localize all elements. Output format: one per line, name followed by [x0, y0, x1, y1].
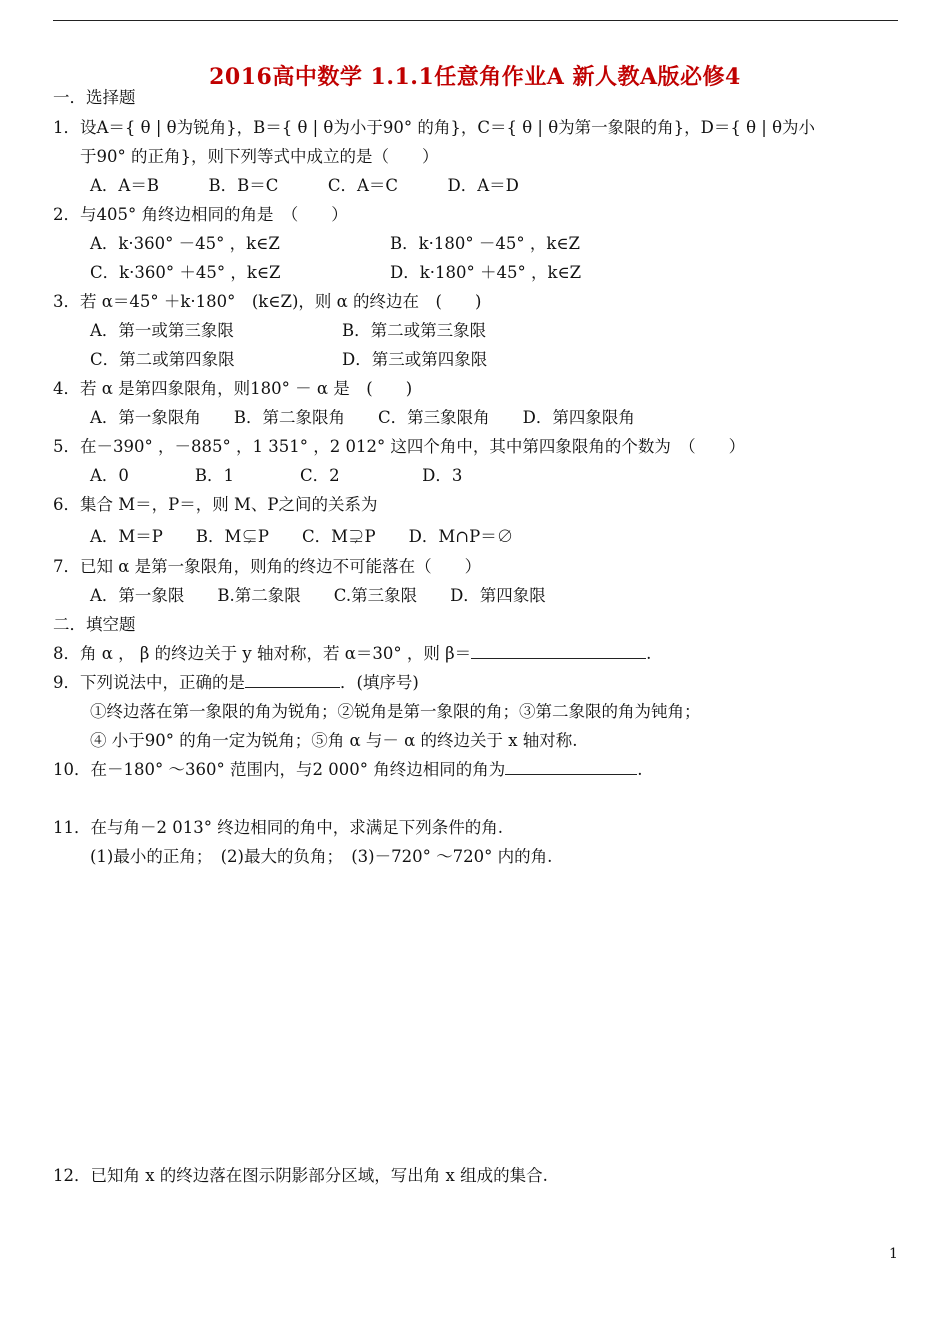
q5-options: A．0 B．1 C．2 D．3: [90, 466, 463, 485]
q11-stem: 11．在与角－2 013° 终边相同的角中，求满足下列条件的角.: [53, 818, 503, 837]
top-rule: [53, 20, 898, 21]
q6-options: A．M＝P B．M⊊P C．M⊋P D．M∩P＝∅: [90, 527, 514, 546]
page-number: 1: [889, 1246, 898, 1262]
q10-stem: 10．在－180° ～360° 范围内，与2 000° 角终边相同的角为: [53, 760, 506, 779]
q3-option-b: B．第二或第三象限: [342, 321, 487, 340]
q9-end: ．(填序号): [340, 673, 419, 692]
q2-option-b: B．k·180° －45° ，k∈Z: [390, 234, 581, 253]
q8-answer-blank[interactable]: [471, 644, 646, 659]
section-fill: 二．填空题: [53, 615, 136, 634]
q2-option-a: A．k·360° －45° ，k∈Z: [90, 234, 280, 253]
q2-option-d: D．k·180° ＋45° ，k∈Z: [390, 263, 582, 282]
q3-option-a: A．第一或第三象限: [90, 321, 234, 340]
q10-line: [53, 758, 642, 782]
q1-line1: 1．设A＝{ θ | θ为锐角}，B＝{ θ | θ为小于90° 的角}，C＝{ θ | θ为第一象限的角}，D＝{ θ | θ为小: [53, 118, 816, 137]
q9-line3: ④ 小于90° 的角一定为锐角；⑤角 α 与－ α 的终边关于 x 轴对称.: [90, 731, 578, 750]
q8-end: .: [646, 644, 652, 663]
q2-stem: 2．与405° 角终边相同的角是 （ ）: [53, 205, 348, 224]
q1-line2: 于90° 的正角}，则下列等式中成立的是（ ）: [80, 147, 439, 166]
section-choice: 一．选择题: [53, 88, 136, 107]
q7-stem: 7．已知 α 是第一象限角，则角的终边不可能落在（ ）: [53, 557, 482, 576]
q9-line2: ①终边落在第一象限的角为锐角；②锐角是第一象限的角；③第二象限的角为钝角；: [90, 702, 701, 721]
q10-answer-blank[interactable]: [505, 760, 637, 775]
q3-stem: 3．若 α＝45° ＋k·180° (k∈Z)，则 α 的终边在 ( ): [53, 292, 482, 311]
q11-line2: (1)最小的正角； (2)最大的负角； (3)－720° ～720° 内的角.: [90, 847, 553, 866]
q9-answer-blank[interactable]: [245, 673, 340, 688]
q3-option-c: C．第二或第四象限: [90, 350, 235, 369]
q6-stem: 6．集合 M＝，P＝，则 M、P之间的关系为: [53, 495, 378, 514]
q1-options: A．A＝B B．B＝C C．A＝C D．A＝D: [90, 176, 519, 195]
q5-stem: 5．在－390° ，－885° ，1 351° ，2 012° 这四个角中，其中第四象限角的个数为 （ ）: [53, 437, 746, 456]
q4-options: A．第一象限角 B．第二象限角 C．第三象限角 D．第四象限角: [90, 408, 635, 427]
q9-line1: [53, 671, 419, 695]
q7-options: A．第一象限 B.第二象限 C.第三象限 D．第四象限: [90, 586, 546, 605]
q4-stem: 4．若 α 是第四象限角，则180° － α 是 ( ): [53, 379, 413, 398]
q9-stem: 9．下列说法中，正确的是: [53, 673, 245, 692]
q8-stem: 8．角 α ， β 的终边关于 y 轴对称，若 α＝30° ，则 β＝: [53, 644, 472, 663]
q12-stem: 12．已知角 x 的终边落在图示阴影部分区域，写出角 x 组成的集合.: [53, 1166, 548, 1185]
q2-option-c: C．k·360° ＋45° ，k∈Z: [90, 263, 281, 282]
page-title: 2016高中数学 1.1.1任意角作业A 新人教A版必修4: [209, 64, 741, 90]
q10-end: .: [637, 760, 643, 779]
q8-line: [53, 642, 651, 666]
q3-option-d: D．第三或第四象限: [342, 350, 488, 369]
